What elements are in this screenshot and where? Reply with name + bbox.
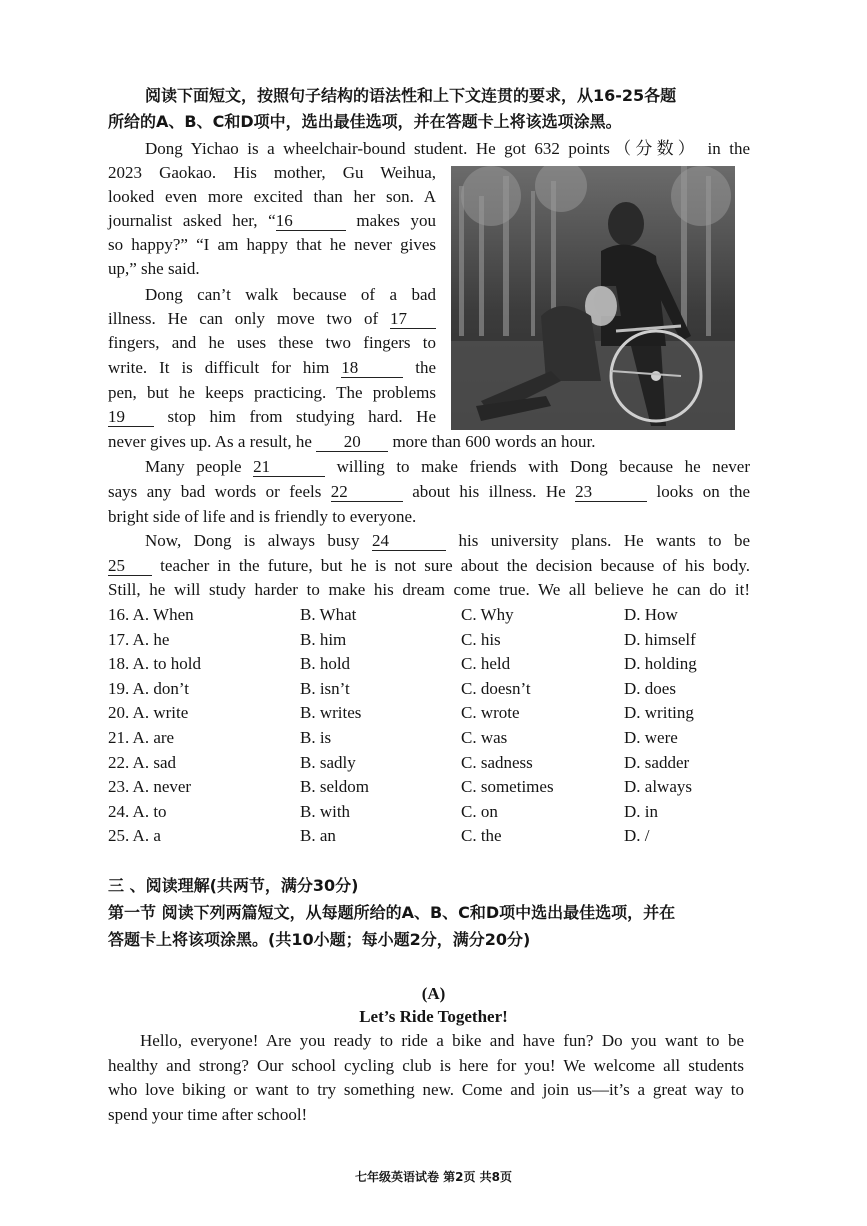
blank-17: 17	[390, 310, 436, 329]
option-c: C. Why	[461, 605, 514, 624]
option-d: D. were	[624, 728, 678, 747]
option-c: C. doesn’t	[461, 678, 531, 698]
option-row	[108, 652, 750, 676]
section-title: 三 、阅读理解(共两节，满分30分)	[108, 876, 359, 895]
passage-line: Dong Yichao is a wheelchair-bound student. He got 632 points（分数） in the	[145, 139, 750, 158]
passage-line: Now, Dong is always busy 24 his university plans. He wants to be	[145, 531, 751, 550]
passage-a-label: (A)	[421, 984, 446, 1003]
blank-21: 21	[253, 458, 325, 477]
option-a: 25. A. a	[108, 826, 161, 846]
option-a: 21. A. are	[108, 728, 175, 747]
option-row	[108, 775, 750, 799]
option-d: D. /	[624, 826, 650, 846]
blank-24: 24	[372, 532, 446, 551]
passage-line: looked even more excited than her son. A	[108, 187, 436, 206]
option-c: C. sadness	[461, 752, 533, 772]
option-d: D. How	[624, 605, 678, 624]
passage-line: 19 stop him from studying hard. He	[108, 407, 436, 426]
option-d: D. in	[624, 801, 658, 821]
option-a: 18. A. to hold	[108, 654, 202, 674]
instructions-line-1: 阅读下面短文，按照句子结构的语法性和上下文连贯的要求，从16-25各题	[145, 86, 677, 105]
passage-a-line: who love biking or want to try something new. Come and join us—it’s a great way to	[108, 1080, 744, 1099]
option-b: B. is	[300, 728, 332, 747]
option-d: D. holding	[624, 654, 697, 674]
blank-25: 25	[108, 557, 152, 576]
blank-20: 20	[316, 433, 388, 452]
option-row	[108, 824, 750, 848]
option-b: B. sadly	[300, 752, 356, 772]
option-c: C. was	[461, 728, 508, 747]
passage-line: illness. He can only move two of 17	[108, 307, 436, 331]
option-row	[108, 677, 750, 701]
option-b: B. isn’t	[300, 678, 350, 698]
option-c: C. his	[461, 629, 501, 649]
section-instructions-line-2: 答题卡上将该项涂黑。(共10小题；每小题2分，满分20分)	[108, 930, 531, 949]
passage-line: journalist asked her, “16 makes you	[108, 211, 436, 230]
option-a: 23. A. never	[108, 777, 192, 797]
option-a: 19. A. don’t	[108, 678, 189, 698]
option-b: B. him	[300, 629, 347, 649]
passage-line: never gives up. As a result, he 20 more than 600 words an hour.	[108, 432, 596, 451]
passage-line: 2023 Gaokao. His mother, Gu Weihua,	[108, 163, 436, 182]
passage-line: says any bad words or feels 22 about his illness. He 23 looks on the	[108, 482, 750, 501]
option-a: 20. A. write	[108, 703, 189, 723]
blank-22: 22	[331, 483, 403, 502]
passage-a-title: Let’s Ride Together!	[359, 1007, 508, 1026]
passage-line: bright side of life and is friendly to everyone.	[108, 507, 417, 526]
option-b: B. an	[300, 826, 336, 846]
option-b: B. hold	[300, 654, 351, 674]
option-row	[108, 701, 750, 725]
option-d: D. always	[624, 777, 692, 797]
option-a: 22. A. sad	[108, 752, 176, 772]
passage-line: pen, but he keeps practicing. The problems	[108, 383, 436, 402]
passage-line: up,” she said.	[108, 259, 200, 278]
passage-line: Dong can’t walk because of a bad	[145, 285, 436, 304]
option-d: D. does	[624, 678, 676, 698]
option-c: C. sometimes	[461, 777, 554, 797]
passage-a-line: healthy and strong? Our school cycling club is here for you! We welcome all students	[108, 1056, 744, 1075]
option-b: B. What	[300, 605, 357, 624]
option-b: B. with	[300, 801, 351, 821]
option-row	[108, 603, 750, 627]
photo-illustration	[451, 166, 735, 430]
blank-23: 23	[575, 483, 647, 502]
option-b: B. seldom	[300, 777, 369, 797]
passage-line: fingers, and he uses these two fingers to	[108, 333, 436, 352]
wheelchair-photo	[451, 166, 735, 430]
option-a: 17. A. he	[108, 629, 170, 649]
option-a: 24. A. to	[108, 801, 167, 821]
passage-line: write. It is difficult for him 18 the	[108, 358, 436, 377]
blank-18: 18	[341, 359, 403, 378]
passage-a-line: spend your time after school!	[108, 1105, 308, 1124]
option-d: D. writing	[624, 703, 694, 723]
option-row	[108, 628, 750, 652]
option-c: C. the	[461, 826, 502, 846]
blank-19: 19	[108, 408, 154, 427]
passage-line: so happy?” “I am happy that he never gives	[108, 235, 436, 254]
option-b: B. writes	[300, 703, 362, 723]
option-d: D. himself	[624, 629, 696, 649]
passage-a-line: Hello, everyone! Are you ready to ride a bike and have fun? Do you want to be	[140, 1031, 744, 1050]
blank-16: 16	[276, 212, 346, 231]
option-c: C. held	[461, 654, 511, 674]
option-c: C. on	[461, 801, 498, 821]
passage-line: 25 teacher in the future, but he is not sure about the decision because of his body.	[108, 556, 750, 575]
option-row	[108, 726, 750, 750]
option-a: 16. A. When	[108, 605, 194, 624]
option-d: D. sadder	[624, 752, 690, 772]
option-row	[108, 751, 750, 775]
passage-line: Still, he will study harder to make his dream come true. We all believe he can do it!	[108, 580, 750, 599]
instructions-line-2: 所给的A、B、C和D项中，选出最佳选项，并在答题卡上将该选项涂黑。	[108, 112, 622, 131]
passage-line: Many people 21 willing to make friends with Dong because he never	[145, 457, 750, 476]
page-footer: 七年级英语试卷 第2页 共8页	[354, 1170, 513, 1184]
option-c: C. wrote	[461, 703, 520, 723]
option-row	[108, 800, 750, 824]
section-instructions-line-1: 第一节 阅读下列两篇短文，从每题所给的A、B、C和D项中选出最佳选项，并在	[108, 903, 676, 922]
